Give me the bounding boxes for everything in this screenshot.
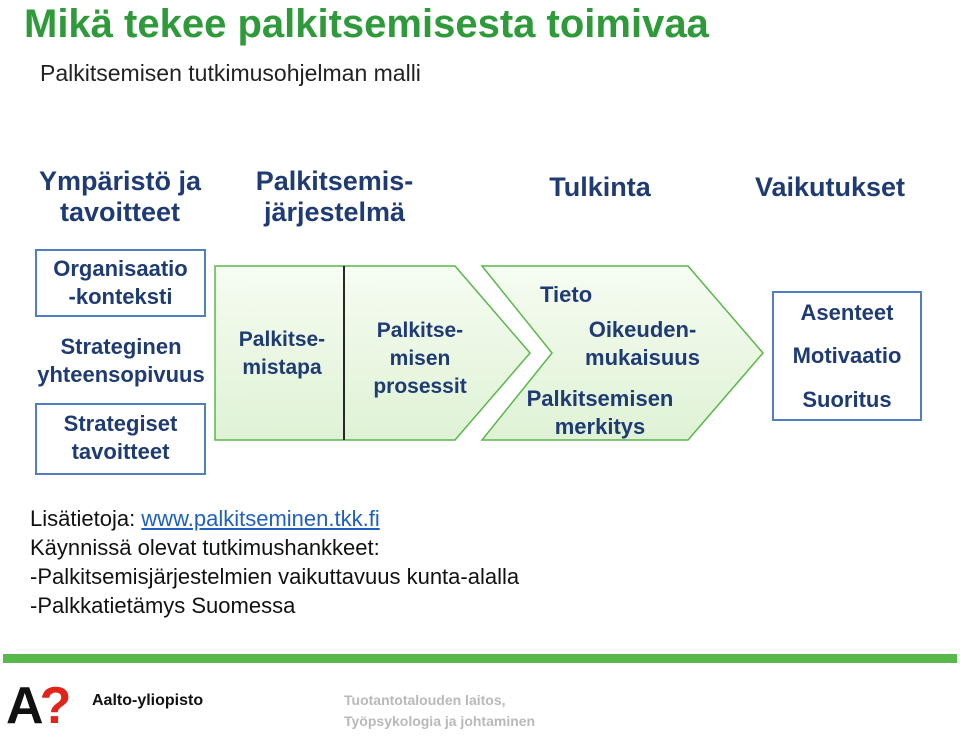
more-info-line [30, 506, 380, 532]
footer-divider [3, 654, 957, 663]
projects-heading: Käynnissä olevat tutkimushankkeet: [30, 535, 380, 560]
project-item: -Palkkatietämys Suomessa [30, 593, 296, 618]
info-label: Tieto [540, 282, 593, 307]
heading-effects: Vaikutukset [754, 172, 906, 202]
fairness-label: Oikeuden- mukaisuus [585, 317, 700, 370]
org-context-label: Organisaatio -konteksti [53, 256, 188, 309]
page-subtitle: Palkitsemisen tutkimusohjelman malli [40, 60, 421, 86]
strategic-goals-label: Strategiset tavoitteet [63, 411, 178, 464]
brand-name: Aalto-yliopisto [92, 692, 204, 709]
more-info-label: Lisätietoja: [30, 506, 142, 531]
reward-meaning-label: Palkitsemisen merkitys [526, 386, 674, 439]
heading-system: Palkitsemis- järjestelmä [255, 166, 414, 227]
effect-motivation: Motivaatio [792, 343, 902, 368]
effect-performance: Suoritus [802, 387, 892, 412]
reward-process-label: Palkitse- misen prosessit [373, 319, 467, 398]
effect-attitudes: Asenteet [800, 300, 894, 325]
project-item: -Palkitsemisjärjestelmien vaikuttavuus kunta-alalla [30, 564, 520, 589]
heading-interpretation: Tulkinta [549, 172, 651, 202]
reward-method-label: Palkitse- mistapa [238, 328, 326, 379]
heading-environment: Ympäristö ja tavoitteet [38, 166, 202, 227]
website-link[interactable]: www.palkitseminen.tkk.fi [141, 506, 380, 531]
aalto-logo: A? [6, 677, 68, 735]
strategic-fit-label: Strateginen yhteensopivuus [37, 334, 205, 387]
department-info: Tuotantotalouden laitos, Työpsykologia ja johtaminen [344, 692, 536, 729]
page-title: Mikä tekee palkitsemisesta toimivaa [24, 2, 709, 46]
